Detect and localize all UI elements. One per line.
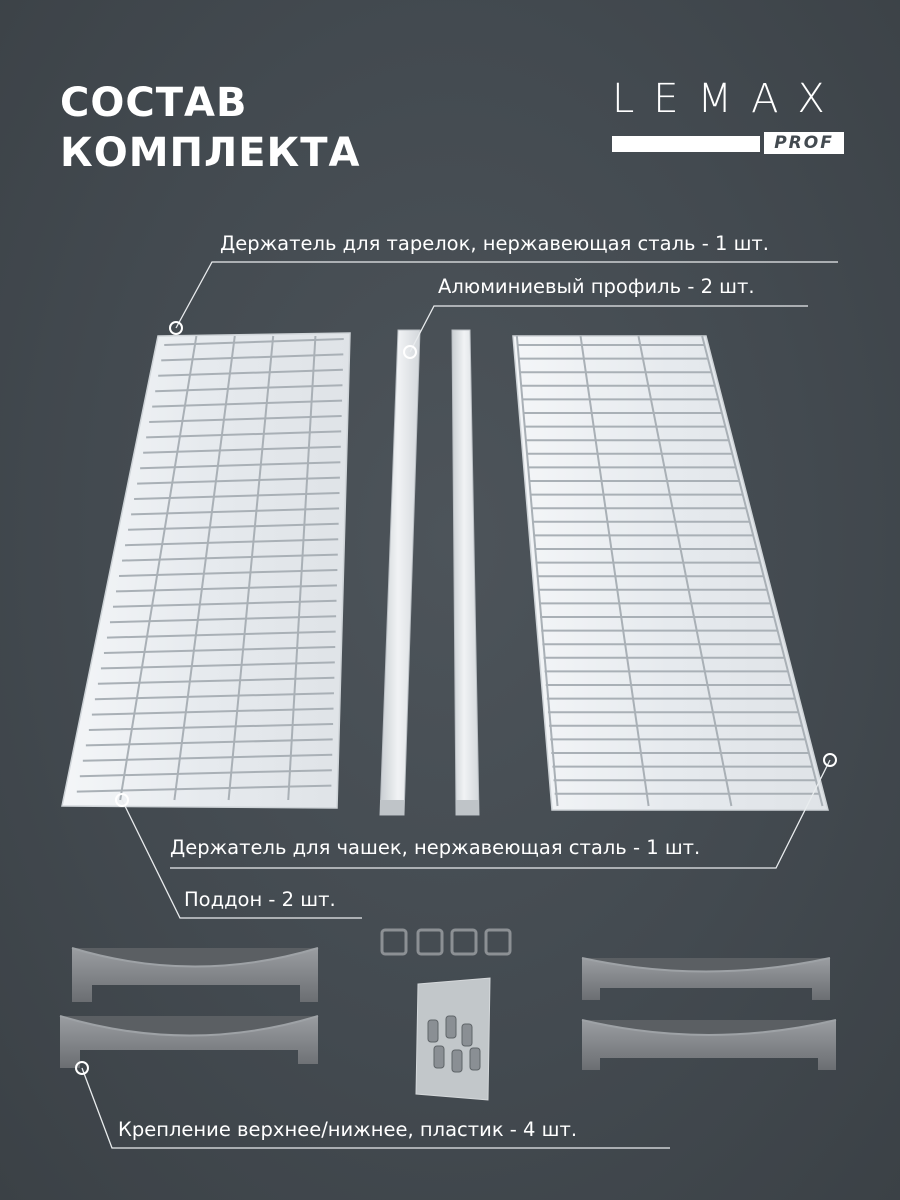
brand-subtitle: PROF	[764, 132, 844, 154]
plate-holder-tray	[62, 333, 350, 808]
callout-plate-holder: Держатель для тарелок, нержавеющая сталь - 1 шт.	[220, 232, 769, 255]
bracket-right-top	[582, 958, 830, 1000]
bracket-right-bottom	[582, 1020, 836, 1070]
callout-cup-holder: Держатель для чашек, нержавеющая сталь - 1 шт.	[170, 836, 701, 859]
callout-tray: Поддон - 2 шт.	[184, 888, 336, 911]
screws-bag	[416, 978, 490, 1100]
brand-name: LEMAX	[612, 76, 844, 122]
callout-profile: Алюминиевый профиль - 2 шт.	[438, 275, 755, 298]
callout-mount: Крепление верхнее/нижнее, пластик - 4 шт.	[118, 1118, 578, 1141]
cup-holder-tray	[513, 336, 828, 810]
bracket-left-bottom	[60, 1016, 318, 1068]
bracket-left-top	[72, 948, 318, 1002]
page-title-line-1: СОСТАВ	[60, 80, 248, 126]
aluminium-profile-2	[452, 330, 479, 815]
page-title-line-2: КОМПЛЕКТА	[60, 130, 361, 176]
aluminium-profile-1	[380, 330, 420, 815]
clips	[382, 930, 510, 954]
